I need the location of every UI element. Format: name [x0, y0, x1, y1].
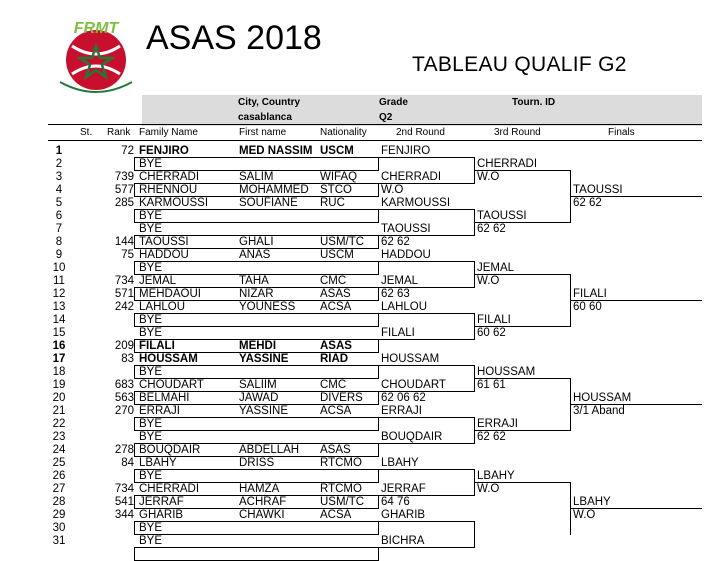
player-first-name: MOHAMMED — [239, 184, 309, 196]
round2-winner: TAOUSSI — [381, 223, 431, 235]
bracket-line — [134, 209, 378, 210]
player-first-name: MED NASSIM — [239, 145, 313, 157]
player-family-name: BYE — [139, 210, 163, 222]
player-nationality: RTCMO — [320, 457, 362, 469]
player-first-name: ABDELLAH — [239, 444, 300, 456]
bracket-line — [378, 209, 379, 223]
player-family-name: BYE — [139, 327, 163, 339]
bracket-line — [134, 157, 378, 158]
player-family-name: BYE — [139, 223, 163, 235]
col-st: St. — [80, 127, 93, 138]
draw-position: 17 — [52, 353, 66, 365]
city-value: casablanca — [238, 112, 292, 123]
player-family-name: LBAHY — [139, 457, 177, 469]
player-nationality: USCM — [320, 249, 354, 261]
bracket-line — [134, 547, 135, 561]
bracket-line — [134, 443, 378, 444]
round3-winner: CHERRADI — [477, 158, 538, 170]
player-first-name: YASSINE — [239, 405, 288, 417]
draw-position: 26 — [52, 470, 66, 482]
round3-score: W.O — [477, 171, 500, 183]
bracket-line — [570, 300, 702, 301]
round2-winner: KARMOUSSI — [381, 197, 451, 209]
bracket-line — [378, 183, 474, 184]
bracket-line — [134, 235, 378, 236]
player-first-name: JAWAD — [239, 392, 279, 404]
bracket-line — [378, 261, 474, 262]
bracket-line — [474, 326, 570, 327]
grade-label: Grade — [379, 97, 408, 108]
player-rank: 209 — [114, 340, 134, 352]
player-nationality: RUC — [320, 197, 345, 209]
bracket-line — [134, 391, 378, 392]
logo-ball — [66, 30, 126, 90]
bracket-line — [378, 209, 474, 210]
player-family-name: HOUSSAM — [139, 353, 198, 365]
bracket-line — [134, 508, 378, 509]
player-rank: 75 — [121, 249, 134, 261]
player-family-name: KARMOUSSI — [139, 197, 209, 209]
bracket-line — [474, 170, 570, 171]
player-family-name: CHOUDART — [139, 379, 204, 391]
bracket-line — [134, 469, 378, 470]
player-first-name: YASSINE — [239, 353, 289, 365]
round3-score: 62 62 — [477, 431, 506, 443]
bracket-line — [378, 313, 474, 314]
round2-winner: LBAHY — [381, 457, 419, 469]
finals-winner: TAOUSSI — [573, 184, 623, 196]
player-first-name: TAHA — [239, 275, 269, 287]
bracket-line — [134, 183, 378, 184]
bracket-line — [134, 352, 378, 353]
bracket-line — [134, 482, 378, 483]
player-family-name: RHENNOU — [139, 184, 198, 196]
bracket-line — [378, 521, 474, 522]
bracket-line — [134, 261, 135, 275]
player-family-name: BYE — [139, 535, 163, 547]
round2-winner: HOUSSAM — [381, 353, 440, 365]
bracket-line — [134, 300, 378, 301]
draw-position: 12 — [52, 288, 66, 300]
bracket-line — [570, 508, 702, 509]
round3-winner: FILALI — [477, 314, 511, 326]
draw-position: 8 — [55, 236, 63, 248]
divider — [48, 140, 702, 141]
player-nationality: ASAS — [320, 340, 352, 352]
player-family-name: BYE — [139, 366, 163, 378]
bracket-line — [134, 547, 378, 548]
bracket-line — [134, 235, 135, 249]
player-nationality: ACSA — [320, 301, 352, 313]
draw-position: 23 — [52, 431, 66, 443]
bracket-line — [134, 261, 378, 262]
bracket-line — [134, 209, 135, 223]
bracket-line — [134, 339, 135, 353]
round2-score: 62 06 62 — [381, 392, 426, 404]
draw-position: 1 — [55, 145, 63, 157]
bracket-line — [134, 391, 135, 405]
col-family: Family Name — [139, 127, 198, 138]
player-family-name: MEHDAOUI — [139, 288, 201, 300]
bracket-line — [134, 287, 135, 301]
round2-winner: CHERRADI — [381, 171, 442, 183]
player-family-name: HADDOU — [139, 249, 189, 261]
draw-position: 14 — [52, 314, 66, 326]
bracket-line — [134, 365, 378, 366]
round2-winner: HADDOU — [381, 249, 431, 261]
player-nationality: WIFAQ — [320, 171, 358, 183]
bracket-line — [570, 404, 702, 405]
bracket-line — [134, 365, 135, 379]
bracket-line — [134, 170, 378, 171]
bracket-line — [134, 378, 378, 379]
bracket-line — [134, 404, 378, 405]
bracket-line — [134, 443, 135, 457]
bracket-line — [378, 469, 474, 470]
player-rank: 72 — [121, 145, 134, 157]
player-rank: 571 — [114, 288, 134, 300]
player-rank: 84 — [121, 457, 134, 469]
bracket-line — [378, 339, 379, 353]
player-first-name: GHALI — [239, 236, 274, 248]
bracket-line — [378, 313, 379, 327]
bracket-line — [474, 430, 570, 431]
finals-score: W.O — [573, 509, 596, 521]
bracket-line — [474, 482, 570, 483]
bracket-line — [378, 495, 379, 509]
draw-position: 5 — [55, 197, 63, 209]
player-family-name: TAOUSSI — [139, 236, 189, 248]
bracket-line — [134, 196, 378, 197]
bracket-line — [378, 495, 474, 496]
draw-position: 15 — [52, 327, 66, 339]
bracket-line — [474, 274, 570, 275]
player-nationality: RIAD — [320, 353, 349, 365]
col-finals: Finals — [608, 127, 635, 138]
player-family-name: CHERRADI — [139, 483, 200, 495]
player-rank: 242 — [114, 301, 134, 313]
grade-value: Q2 — [379, 112, 393, 123]
round3-score: W.O — [477, 275, 500, 287]
player-first-name: HAMZA — [239, 483, 280, 495]
bracket-line — [134, 417, 378, 418]
col-rank: Rank — [107, 127, 131, 138]
player-rank: 278 — [114, 444, 134, 456]
player-family-name: BYE — [139, 158, 163, 170]
draw-position: 30 — [52, 522, 66, 534]
bracket-line — [570, 196, 702, 197]
player-family-name: BOUQDAIR — [139, 444, 201, 456]
bracket-line — [134, 417, 135, 431]
round2-winner: LAHLOU — [381, 301, 428, 313]
player-nationality: ACSA — [320, 405, 352, 417]
round3-winner: HOUSSAM — [477, 366, 536, 378]
player-first-name: NIZAR — [239, 288, 274, 300]
bracket-line — [134, 456, 378, 457]
city-label: City, Country — [238, 97, 301, 108]
player-first-name: YOUNESS — [239, 301, 296, 313]
draw-position: 24 — [52, 444, 66, 456]
finals-score: 3/1 Aband — [573, 405, 625, 417]
round3-score: 60 62 — [477, 327, 506, 339]
draw-position: 6 — [55, 210, 63, 222]
round3-winner: TAOUSSI — [477, 210, 527, 222]
player-rank: 83 — [121, 353, 134, 365]
player-nationality: CMC — [320, 379, 347, 391]
round2-winner: FILALI — [381, 327, 415, 339]
player-family-name: JEMAL — [139, 275, 177, 287]
player-first-name: SALIIM — [239, 379, 277, 391]
page-title: ASAS 2018 — [146, 19, 322, 57]
player-first-name: CHAWKI — [239, 509, 285, 521]
tourn-id-label: Tourn. ID — [512, 97, 556, 108]
bracket-line — [474, 378, 570, 379]
draw-position: 9 — [55, 249, 63, 261]
bracket-line — [134, 313, 135, 327]
bracket-line — [378, 365, 379, 379]
player-rank: 344 — [114, 509, 134, 521]
finals-winner: HOUSSAM — [573, 392, 632, 404]
bracket-line — [378, 443, 474, 444]
draw-position: 3 — [55, 171, 63, 183]
player-rank: 734 — [114, 483, 134, 495]
round2-score: 62 62 — [381, 236, 410, 248]
draw-position: 7 — [55, 223, 63, 235]
bracket-line — [378, 547, 379, 561]
bracket-line — [378, 365, 474, 366]
bracket-line — [474, 521, 475, 548]
player-rank: 144 — [114, 236, 134, 248]
player-nationality: STCO — [320, 184, 352, 196]
player-first-name: SOUFIANE — [239, 197, 298, 209]
bracket-line — [134, 313, 378, 314]
bracket-line — [134, 222, 378, 223]
draw-position: 10 — [52, 262, 66, 274]
draw-position: 18 — [52, 366, 66, 378]
player-family-name: CHERRADI — [139, 171, 200, 183]
bracket-line — [378, 521, 379, 535]
bracket-line — [378, 287, 379, 301]
col-r3: 3rd Round — [494, 127, 541, 138]
draw-position: 29 — [52, 509, 66, 521]
bracket-line — [134, 274, 378, 275]
finals-score: 60 60 — [573, 301, 602, 313]
player-first-name: DRISS — [239, 457, 275, 469]
finals-winner: FILALI — [573, 288, 607, 300]
player-first-name: MEHDI — [239, 340, 277, 352]
round2-winner: ERRAJI — [381, 405, 422, 417]
bracket-line — [474, 222, 570, 223]
draw-position: 21 — [52, 405, 66, 417]
bracket-line — [134, 326, 378, 327]
bracket-line — [378, 339, 474, 340]
bracket-line — [134, 287, 378, 288]
player-nationality: USM/TC — [320, 496, 364, 508]
player-family-name: LAHLOU — [139, 301, 186, 313]
col-nat: Nationality — [320, 127, 367, 138]
bracket-line — [378, 235, 379, 249]
player-family-name: ERRAJI — [139, 405, 180, 417]
bracket-line — [378, 391, 379, 405]
draw-position: 25 — [52, 457, 66, 469]
bracket-line — [378, 157, 474, 158]
player-first-name: ANAS — [239, 249, 271, 261]
player-rank: 577 — [114, 184, 134, 196]
tournament-info-box — [142, 95, 702, 126]
player-family-name: FILALI — [139, 340, 175, 352]
player-rank: 739 — [114, 171, 134, 183]
player-family-name: BELMAHI — [139, 392, 190, 404]
player-nationality: ASAS — [320, 288, 351, 300]
finals-score: 62 62 — [573, 197, 602, 209]
draw-position: 13 — [52, 301, 66, 313]
bracket-line — [134, 534, 378, 535]
bracket-line — [378, 391, 474, 392]
draw-position: 22 — [52, 418, 66, 430]
player-family-name: BYE — [139, 431, 163, 443]
player-nationality: ACSA — [320, 509, 352, 521]
draw-position: 31 — [52, 535, 66, 547]
bracket-line — [134, 183, 135, 197]
col-first: First name — [239, 127, 287, 138]
round3-winner: LBAHY — [477, 470, 515, 482]
round2-score: 62 63 — [381, 288, 410, 300]
col-r2: 2nd Round — [396, 127, 445, 138]
player-rank: 734 — [114, 275, 134, 287]
bracket-line — [378, 235, 474, 236]
player-family-name: BYE — [139, 262, 163, 274]
player-first-name: SALIM — [239, 171, 274, 183]
draw-position: 19 — [52, 379, 66, 391]
bracket-line — [134, 521, 135, 535]
player-family-name: BYE — [139, 522, 163, 534]
draw-position: 4 — [55, 184, 63, 196]
frmt-logo — [50, 16, 142, 98]
player-family-name: FENJIRO — [139, 145, 189, 157]
player-nationality: USCM — [320, 145, 354, 157]
draw-subtitle: TABLEAU QUALIF G2 — [412, 53, 627, 76]
round2-score: W.O — [381, 184, 404, 196]
divider — [48, 124, 702, 125]
draw-position: 11 — [53, 275, 65, 287]
player-rank: 563 — [114, 392, 134, 404]
player-nationality: CMC — [320, 275, 347, 287]
draw-position: 2 — [55, 158, 63, 170]
player-family-name: BYE — [139, 314, 163, 326]
round2-winner: JEMAL — [381, 275, 419, 287]
player-first-name: ACHRAF — [239, 496, 287, 508]
bracket-line — [378, 261, 379, 275]
round2-winner: CHOUDART — [381, 379, 446, 391]
round2-winner: BOUQDAIR — [381, 431, 443, 443]
player-nationality: RTCMO — [320, 483, 362, 495]
player-family-name: BYE — [139, 470, 163, 482]
player-rank: 541 — [114, 496, 134, 508]
bracket-line — [134, 495, 378, 496]
bracket-line — [378, 287, 474, 288]
draw-position: 27 — [52, 483, 66, 495]
bracket-line — [134, 157, 135, 171]
round3-score: W.O — [477, 483, 500, 495]
bracket-line — [134, 248, 378, 249]
round2-winner: GHARIB — [381, 509, 426, 521]
bracket-line — [378, 183, 379, 197]
round2-winner: JERRAF — [381, 483, 426, 495]
draw-position: 16 — [52, 340, 66, 352]
draw-position: 28 — [52, 496, 66, 508]
round3-score: 62 62 — [477, 223, 506, 235]
player-nationality: ASAS — [320, 444, 351, 456]
bracket-line — [378, 417, 474, 418]
bracket-line — [378, 157, 379, 171]
logo-text: FRMT — [73, 20, 119, 37]
bracket-line — [134, 521, 378, 522]
bracket-line — [378, 469, 379, 483]
bracket-line — [134, 495, 135, 509]
bracket-line — [134, 469, 135, 483]
bracket-line — [378, 417, 379, 431]
bracket-line — [134, 430, 378, 431]
draw-position: 20 — [52, 392, 66, 404]
player-rank: 683 — [114, 379, 134, 391]
player-rank: 270 — [114, 405, 134, 417]
player-family-name: BYE — [139, 418, 163, 430]
bracket-line — [378, 443, 379, 457]
round3-winner: JEMAL — [477, 262, 515, 274]
round2-score: 64 76 — [381, 496, 410, 508]
round2-winner: FENJIRO — [381, 145, 431, 157]
player-nationality: USM/TC — [320, 236, 364, 248]
round3-winner: ERRAJI — [477, 418, 518, 430]
finals-winner: LBAHY — [573, 496, 611, 508]
bracket-line — [134, 339, 378, 340]
round3-score: 61 61 — [477, 379, 506, 391]
player-family-name: JERRAF — [139, 496, 184, 508]
bracket-line — [378, 547, 474, 548]
player-rank: 285 — [114, 197, 134, 209]
round2-winner: BICHRA — [381, 535, 425, 547]
player-family-name: GHARIB — [139, 509, 184, 521]
player-nationality: DIVERS — [320, 392, 363, 404]
